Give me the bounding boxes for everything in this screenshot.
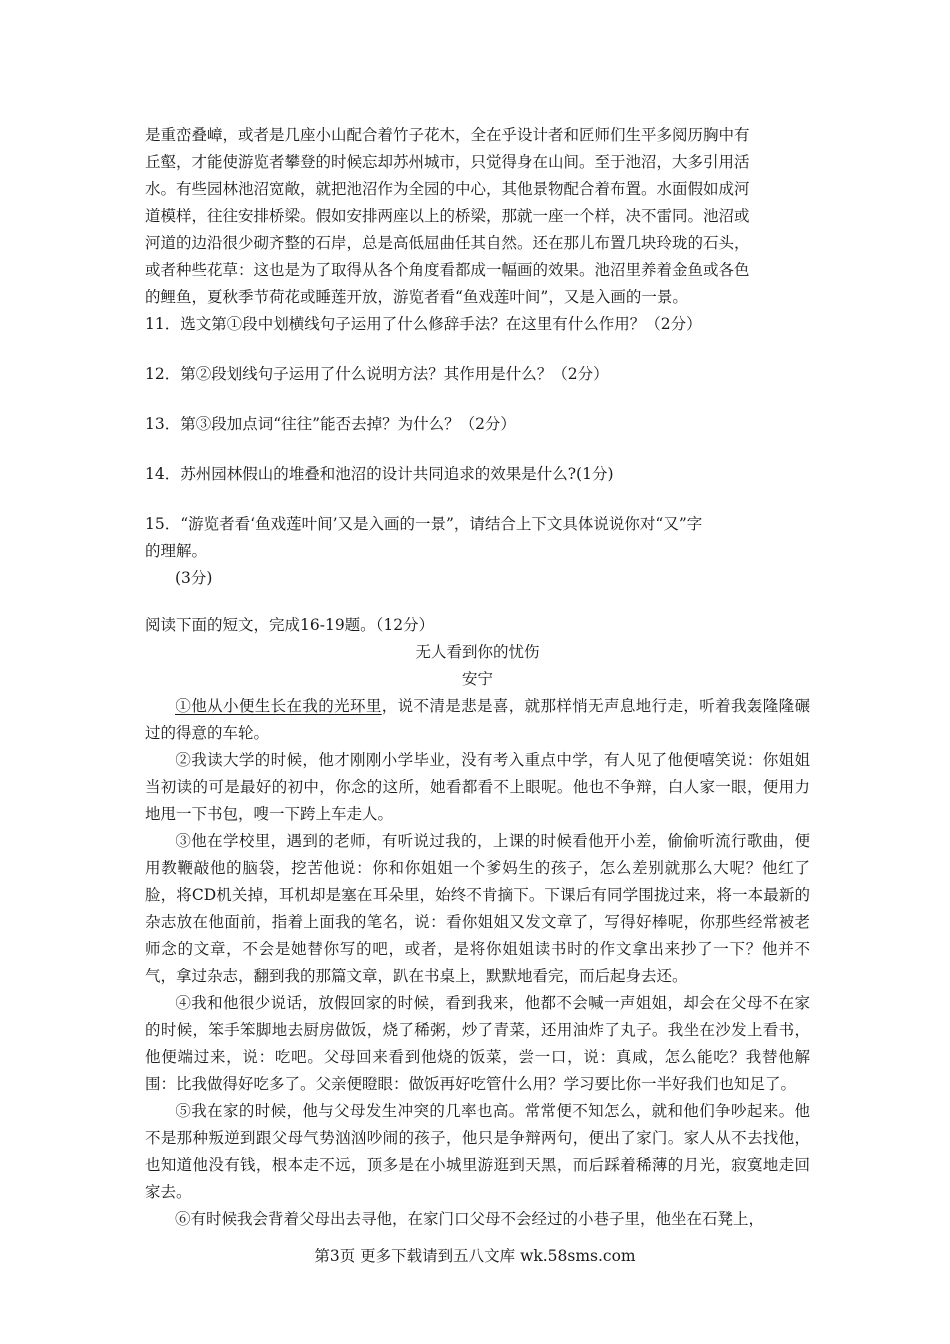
question-15-continued: 的理解。	[145, 542, 208, 560]
page-content	[145, 122, 810, 1233]
reading-instruction: 阅读下面的短文，完成16-19题。（12分）	[145, 616, 435, 634]
paragraph-text: ⑥有时候我会背着父母出去寻他，在家门口父母不会经过的小巷子里，他坐在石凳上，	[175, 1210, 765, 1228]
paragraph-text: ②我读大学的时候，他才刚刚小学毕业，没有考入重点中学，有人见了他便嘻笑说：你姐姐当初读的可是最好的初中，你念的这所，她看都看不上眼呢。他也不争辩，白人家一眼，便用力地甩一下书包，嗖一下跨上车走人。	[145, 751, 810, 823]
article-paragraph-2	[145, 747, 810, 828]
passage-line: 是重峦叠嶂，或者是几座小山配合着竹子花木，全在乎设计者和匠师们生平多阅历胸中有	[145, 126, 750, 144]
paragraph-text: ⑤我在家的时候，他与父母发生冲突的几率也高。常常便不知怎么，就和他们争吵起来。他不是那种叛逆到跟父母气势汹汹吵闹的孩子，他只是争辩两句，便出了家门。家人从不去找他，也知道他没有钱，根本走不远，顶多是在小城里游逛到天黑，而后踩着稀薄的月光，寂寞地走回家去。	[145, 1102, 810, 1201]
passage-line: 水。有些园林池沼宽敞，就把池沼作为全园的中心，其他景物配合着布置。水面假如成河	[145, 180, 750, 198]
passage-tail	[145, 122, 810, 311]
page-footer: 第3页 更多下载请到五八文库 wk.58sms.com	[314, 1247, 636, 1265]
article-author: 安宁	[461, 670, 493, 688]
question-12: 12．第②段划线句子运用了什么说明方法？其作用是什么？（2分）	[145, 365, 609, 383]
article-paragraph-4	[145, 990, 810, 1098]
question-14: 14．苏州园林假山的堆叠和池沼的设计共同追求的效果是什么?(1分)	[145, 465, 614, 483]
question-15-score: (3分)	[175, 569, 213, 587]
passage-line: 的鲤鱼，夏秋季节荷花或睡莲开放，游览者看“鱼戏莲叶间”，又是入画的一景。	[145, 288, 688, 306]
article-paragraph-3	[145, 828, 810, 990]
paragraph-text: ，说不清是悲是喜，就那样悄无声息地行走，听着我轰隆隆碾过的得意的车轮。	[145, 697, 810, 742]
article-paragraph-1	[145, 693, 810, 747]
question-15: 15．“游览者看‘鱼戏莲叶间’又是入画的一景”，请结合上下文具体说说你对“又”字	[145, 515, 703, 533]
passage-line: 道模样，往往安排桥梁。假如安排两座以上的桥梁，那就一座一个样，决不雷同。池沼或	[145, 207, 750, 225]
question-11: 11．选文第①段中划横线句子运用了什么修辞手法？在这里有什么作用？（2分）	[145, 315, 702, 333]
passage-line: 丘壑，才能使游览者攀登的时候忘却苏州城市，只觉得身在山间。至于池沼，大多引用活	[145, 153, 750, 171]
article-paragraph-6	[145, 1206, 810, 1233]
question-13: 13．第③段加点词“往往”能否去掉？为什么？（2分）	[145, 415, 516, 433]
underlined-sentence: ①他从小便生长在我的光环里	[175, 697, 382, 715]
article-title: 无人看到你的忧伤	[415, 643, 540, 661]
paragraph-text: ③他在学校里，遇到的老师，有听说过我的，上课的时候看他开小差，偷偷听流行歌曲，便用教鞭敲他的脑袋，挖苦他说：你和你姐姐一个爹妈生的孩子，怎么差别就那么大呢？他红了脸，将CD机关掉，耳机却是塞在耳朵里，始终不肯摘下。下课后有同学围拢过来，将一本最新的杂志放在他面前，指着上面我的笔名，说：看你姐姐又发文章了，写得好棒呢，你那些经常被老师念的文章，不会是她替你写的吧，或者，是将你姐姐读书时的作文拿出来抄了一下？他并不气，拿过杂志，翻到我的那篇文章，趴在书桌上，默默地看完，而后起身去还。	[145, 832, 810, 985]
paragraph-text: ④我和他很少说话，放假回家的时候，看到我来，他都不会喊一声姐姐，却会在父母不在家的时候，笨手笨脚地去厨房做饭，烧了稀粥，炒了青菜，还用油炸了丸子。我坐在沙发上看书，他便端过来，说：吃吧。父母回来看到他烧的饭菜，尝一口，说：真咸，怎么能吃？我替他解围：比我做得好吃多了。父亲便瞪眼：做饭再好吃管什么用？学习要比你一半好我们也知足了。	[145, 994, 810, 1093]
article-paragraph-5	[145, 1098, 810, 1206]
passage-line: 河道的边沿很少砌齐整的石岸，总是高低屈曲任其自然。还在那儿布置几块玲珑的石头，	[145, 234, 750, 252]
passage-line: 或者种些花草：这也是为了取得从各个角度看都成一幅画的效果。池沼里养着金鱼或各色	[145, 261, 750, 279]
